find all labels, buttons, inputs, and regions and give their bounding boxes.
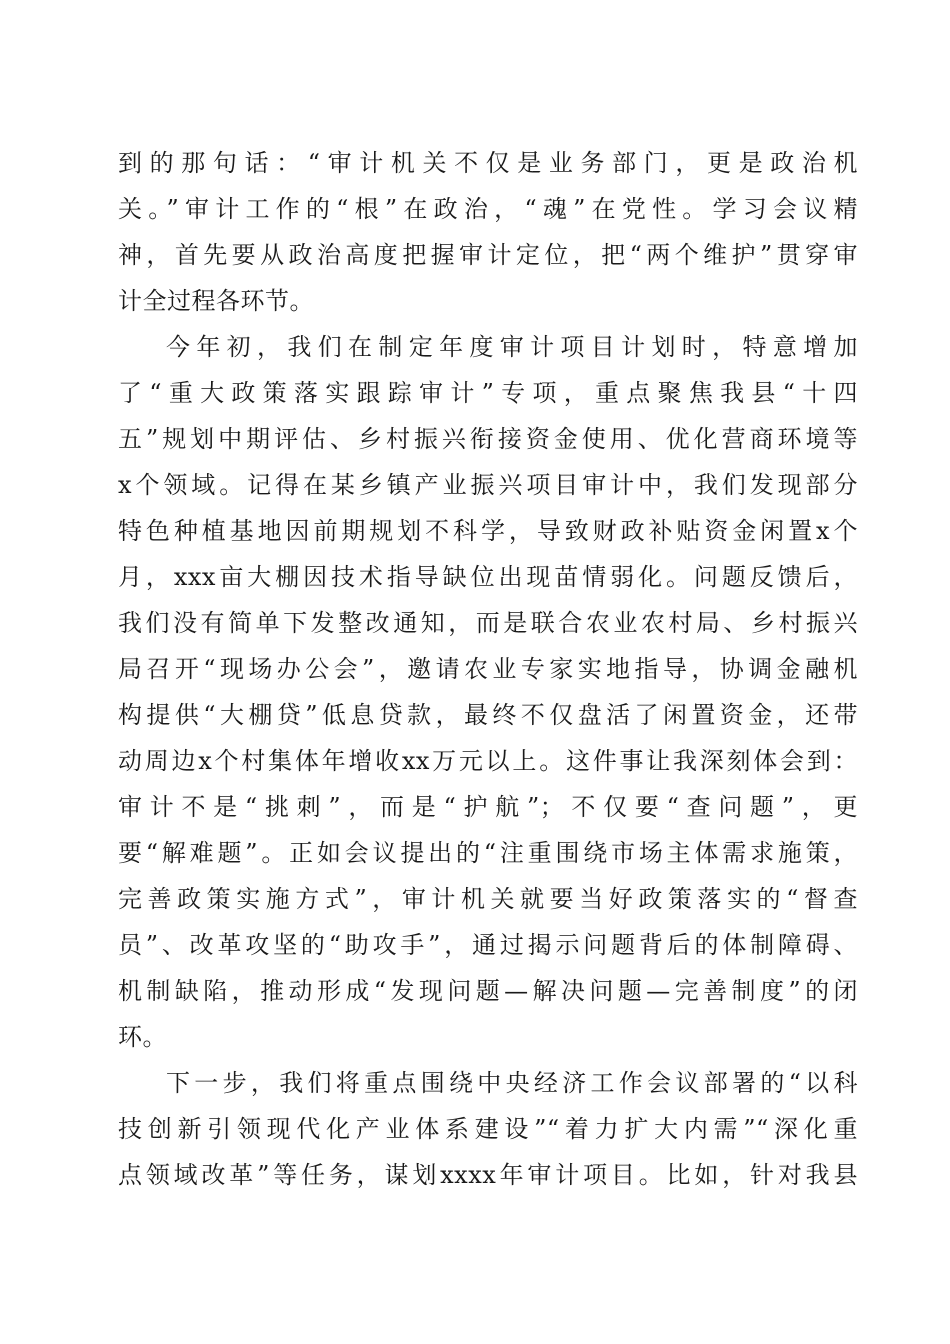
text-line: 技创新引领现代化产业体系建设”“着力扩大内需”“深化重 [118,1115,858,1143]
text-line: 要“解难题”。正如会议提出的“注重围绕市场主体需求施策， [118,839,858,867]
text-line: 员”、改革攻坚的“助攻手”，通过揭示问题背后的体制障碍、 [118,931,858,959]
text-line: 完善政策实施方式”，审计机关就要当好政策落实的“督查 [118,885,858,913]
text-line: 了“重大政策落实跟踪审计”专项，重点聚焦我县“十四 [118,379,858,407]
text-line: 机制缺陷，推动形成“发现问题—解决问题—完善制度”的闭 [118,977,858,1005]
text-line: 关。”审计工作的“根”在政治，“魂”在党性。学习会议精 [118,195,858,223]
text-line: 环。 [118,1023,167,1051]
body-text [118,140,858,1198]
text-line: 构提供“大棚贷”低息贷款，最终不仅盘活了闲置资金，还带 [118,701,858,729]
text-line: 月，xxx亩大棚因技术指导缺位出现苗情弱化。问题反馈后， [118,563,858,591]
text-line: 特色种植基地因前期规划不科学，导致财政补贴资金闲置x个 [118,517,858,545]
text-line: 下一步，我们将重点围绕中央经济工作会议部署的“以科 [166,1069,858,1097]
text-line: 五”规划中期评估、乡村振兴衔接资金使用、优化营商环境等 [118,425,858,453]
text-line: 局召开“现场办公会”，邀请农业专家实地指导，协调金融机 [118,655,858,683]
paragraph-1 [118,140,858,324]
text-line: 计全过程各环节。 [118,287,314,315]
text-line: 今年初，我们在制定年度审计项目计划时，特意增加 [166,333,858,361]
text-line: 到的那句话：“审计机关不仅是业务部门，更是政治机 [118,149,858,177]
text-line: 我们没有简单下发整改通知，而是联合农业农村局、乡村振兴 [118,609,858,637]
text-line: 审计不是“挑刺”，而是“护航”；不仅要“查问题”，更 [118,793,858,821]
text-line: x个领域。记得在某乡镇产业振兴项目审计中，我们发现部分 [118,471,858,499]
text-line: 动周边x个村集体年增收xx万元以上。这件事让我深刻体会到： [118,747,858,775]
text-line: 点领域改革”等任务，谋划xxxx年审计项目。比如，针对我县 [118,1161,858,1189]
paragraph-3 [118,1060,858,1198]
paragraph-2 [118,324,858,1060]
text-line: 神，首先要从政治高度把握审计定位，把“两个维护”贯穿审 [118,241,858,269]
